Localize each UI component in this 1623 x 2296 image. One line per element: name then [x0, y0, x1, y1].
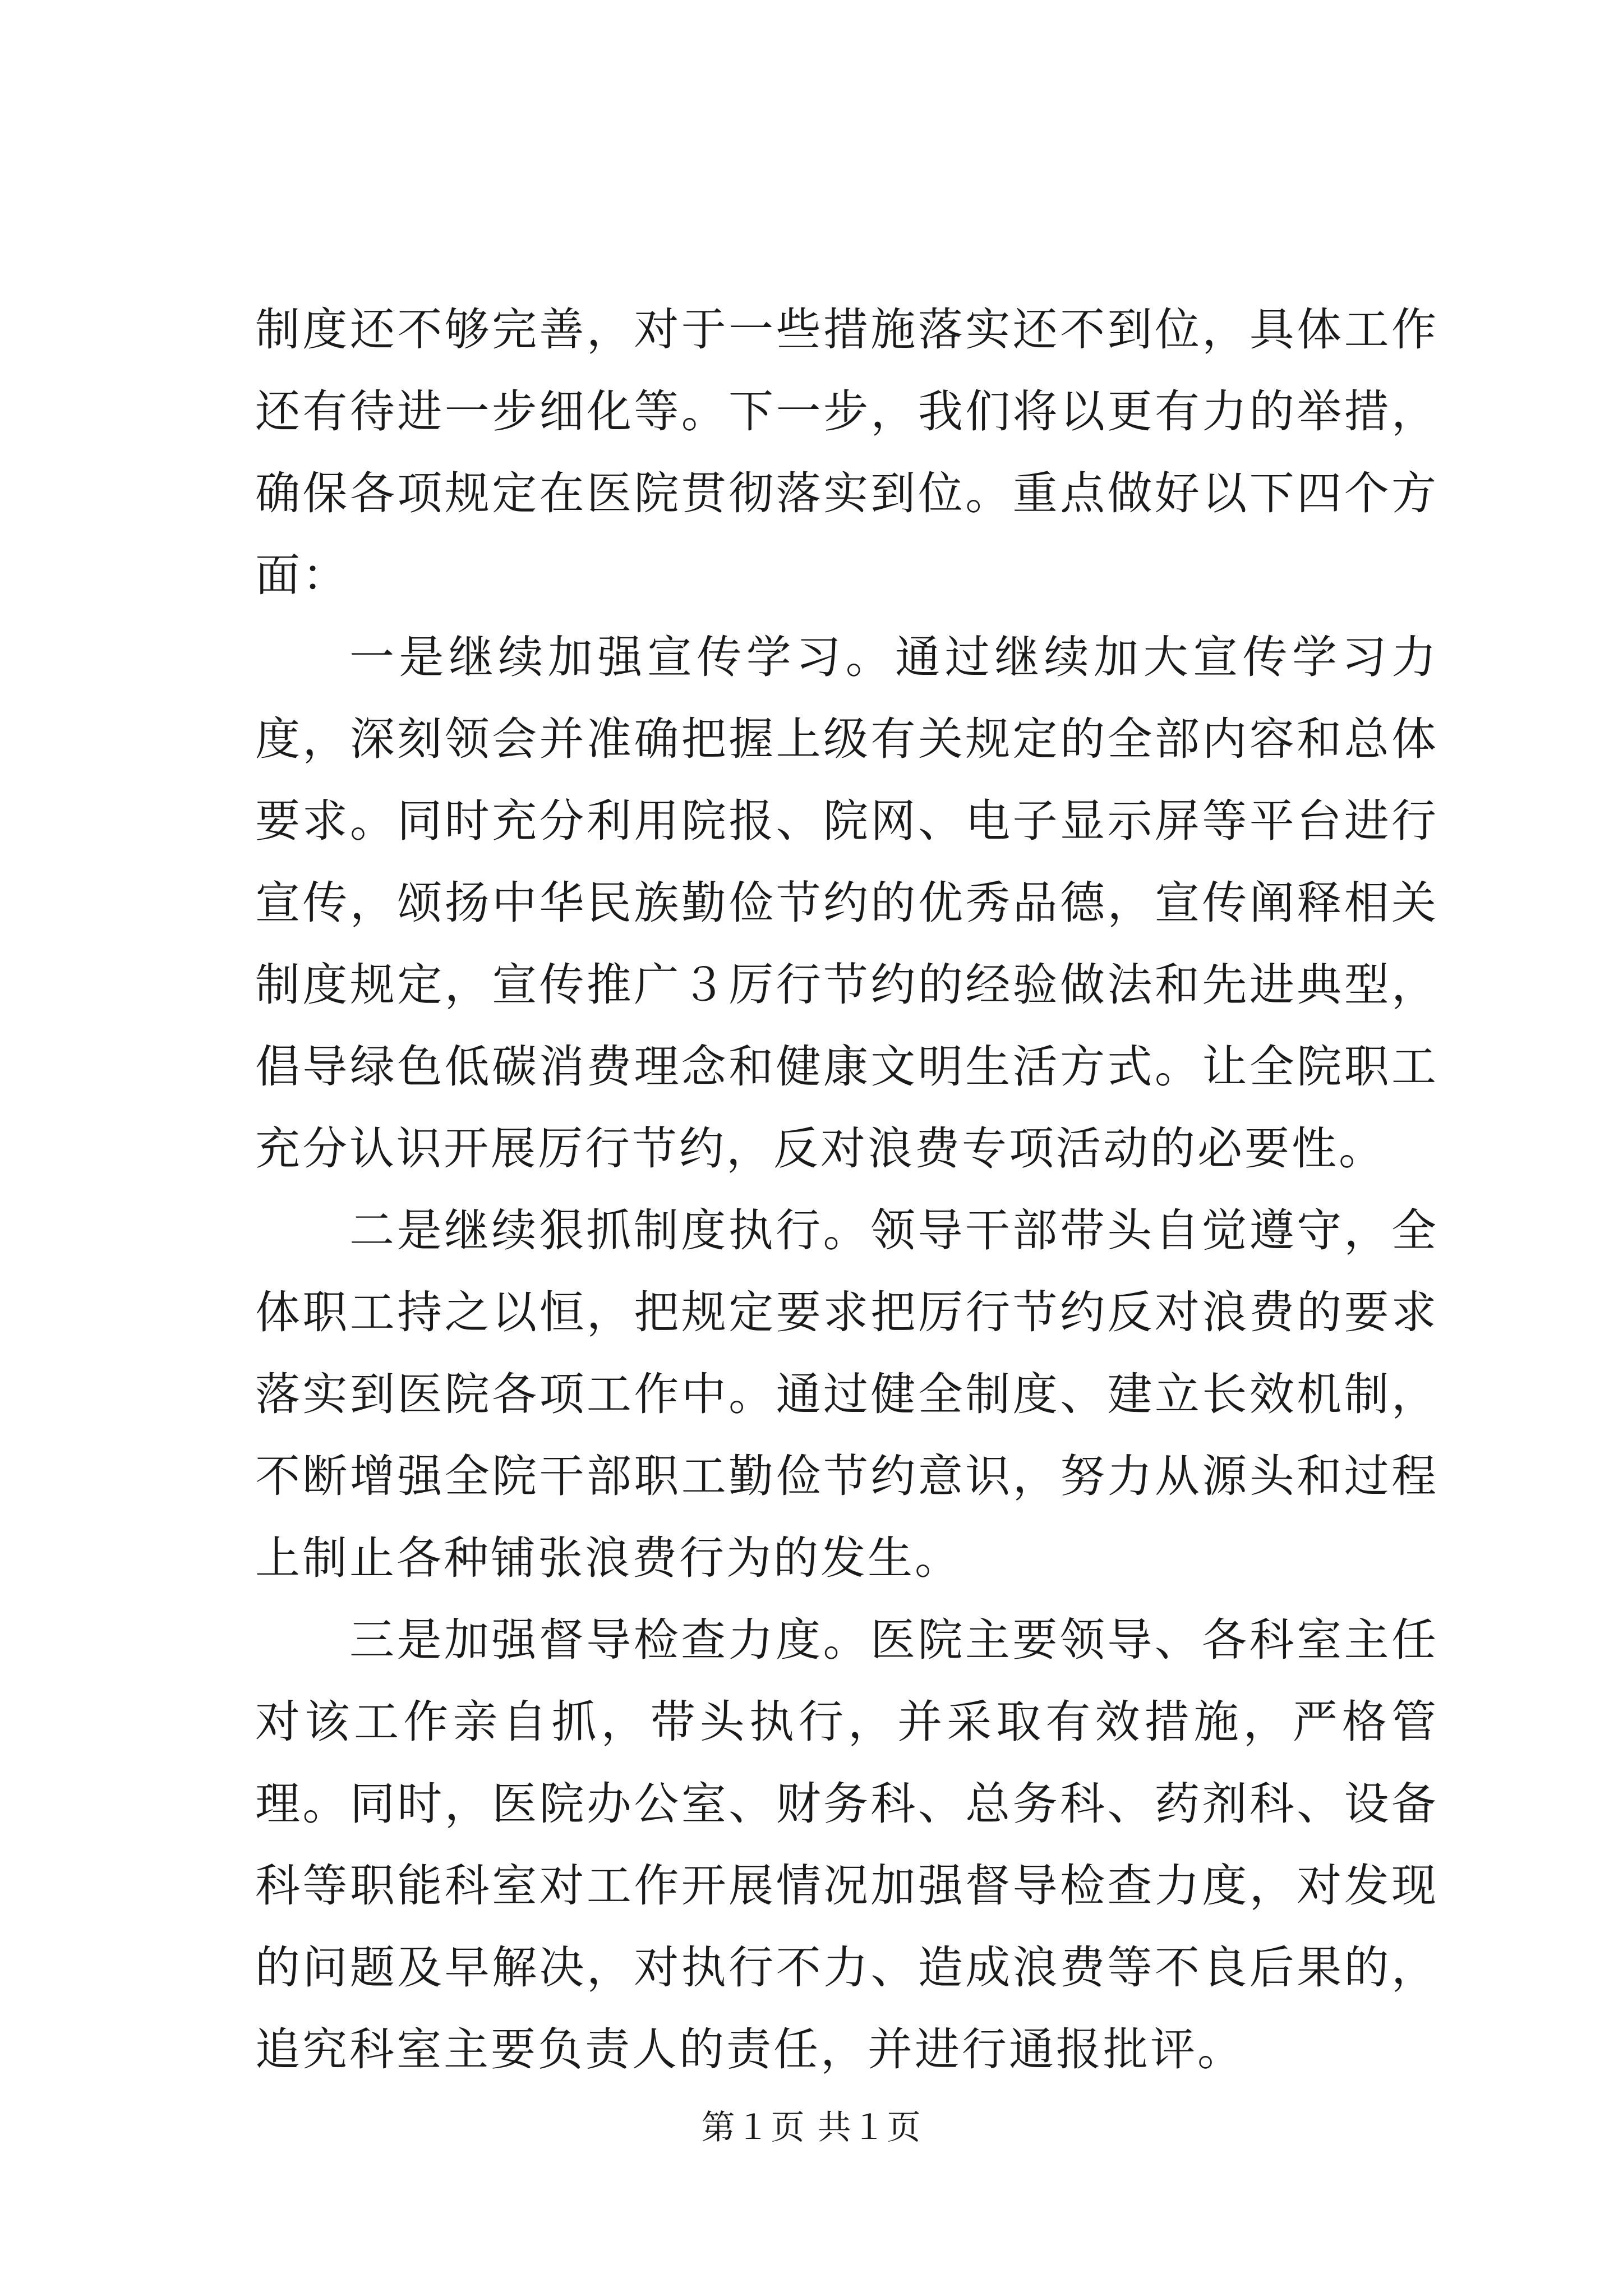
paragraph-propaganda-study: 一是继续加强宣传学习。通过继续加大宣传学习力度，深刻领会并准确把握上级有关规定的全部内容和总体要求。同时充分利用院报、院网、电子显示屏等平台进行宣传，颂扬中华民族勤俭节约的优秀品德，宣传阐释相关制度规定，宣传推广３厉行节约的经验做法和先进典型，倡导绿色低碳消费理念和健康文明生活方式。让全院职工充分认识开展厉行节约，反对浪费专项活动的必要性。	[255, 631, 1438, 1175]
paragraph-supervision-inspection: 三是加强督导检查力度。医院主要领导、各科室主任对该工作亲自抓，带头执行，并采取有效措施，严格管理。同时，医院办公室、财务科、总务科、药剂科、设备科等职能科室对工作开展情况加强督导检查力度，对发现的问题及早解决，对执行不力、造成浪费等不良后果的，追究科室主要负责人的责任，并进行通报批评。	[255, 1614, 1438, 2076]
page-footer: 第１页 共１页	[701, 2108, 922, 2147]
document-body	[255, 289, 1438, 2091]
paragraph-continuation: 制度还不够完善，对于一些措施落实还不到位，具体工作还有待进一步细化等。下一步，我们将以更有力的举措，确保各项规定在医院贯彻落实到位。重点做好以下四个方面：	[255, 303, 1438, 601]
paragraph-system-execution: 二是继续狠抓制度执行。领导干部带头自觉遵守，全体职工持之以恒，把规定要求把厉行节约反对浪费的要求落实到医院各项工作中。通过健全制度、建立长效机制，不断增强全院干部职工勤俭节约意识，努力从源头和过程上制止各种铺张浪费行为的发生。	[255, 1204, 1438, 1584]
